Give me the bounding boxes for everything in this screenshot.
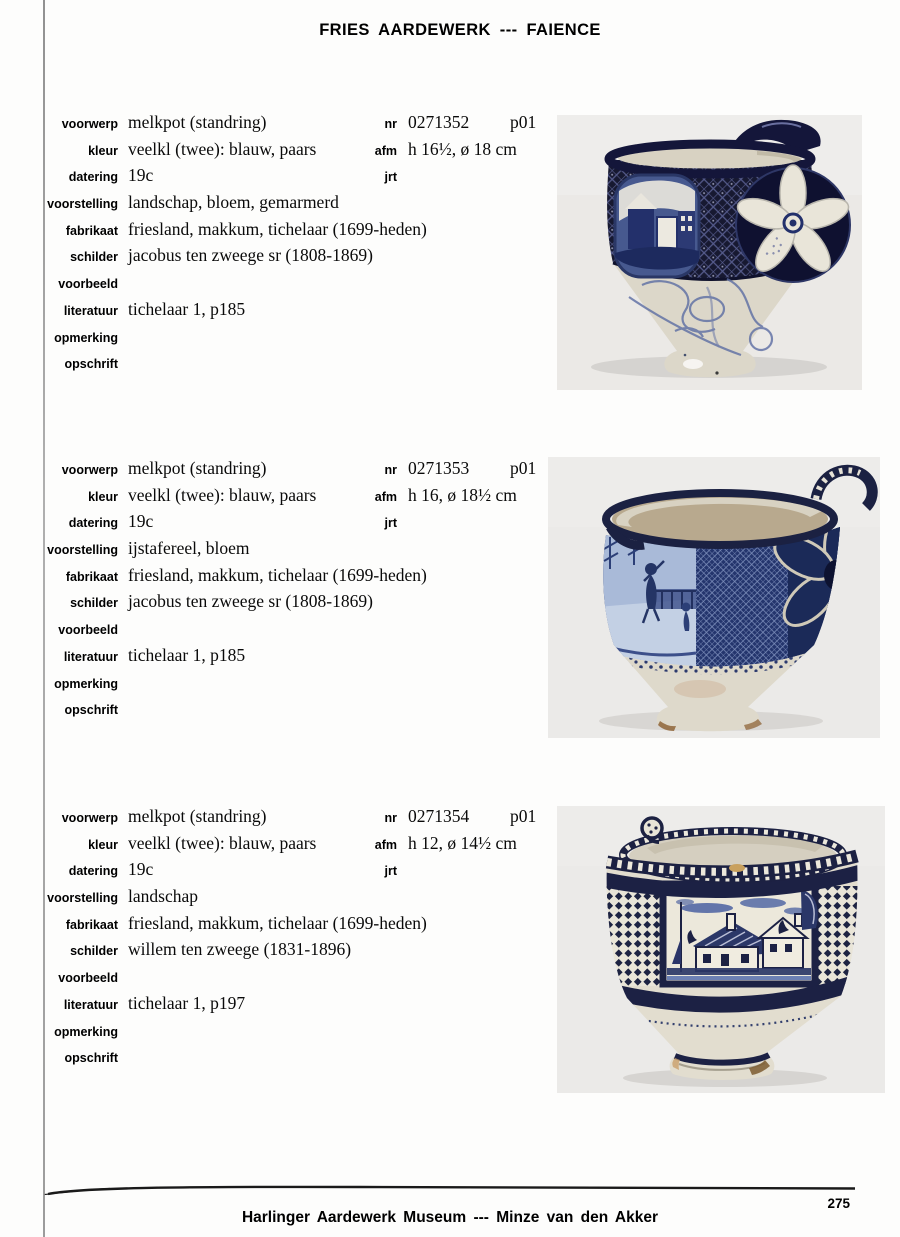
field-row-voorstelling [36, 884, 561, 911]
field-value-datering: 19c [128, 165, 154, 186]
field-value-datering: 19c [128, 859, 154, 880]
field-label-opschrift: opschrift [64, 1051, 118, 1066]
field-row-opmerking [36, 1018, 561, 1045]
field-value-voorstelling: landschap [128, 886, 198, 907]
field-label-literatuur: literatuur [63, 649, 118, 664]
field-label-datering: datering [68, 170, 118, 185]
field-row-schilder [36, 937, 561, 964]
field-value-photocode: p01 [510, 458, 537, 478]
field-value-voorstelling: ijstafereel, bloem [128, 538, 250, 559]
field-label-voorbeeld: voorbeeld [58, 277, 118, 292]
field-row-fabrikaat [36, 911, 561, 938]
field-row-literatuur [36, 991, 561, 1018]
object-photo-0271354 [557, 806, 885, 1093]
field-value-literatuur: tichelaar 1, p185 [128, 298, 246, 319]
field-value-schilder: willem ten zweege (1831-1896) [128, 939, 352, 960]
field-value-kleur: veelkl (twee): blauw, paars [128, 484, 317, 505]
field-value-photocode: p01 [510, 112, 537, 132]
field-label-fabrikaat: fabrikaat [65, 917, 118, 932]
field-label-voorstelling: voorstelling [47, 543, 118, 558]
field-row-datering [36, 509, 561, 536]
field-value-fabrikaat: friesland, makkum, tichelaar (1699-heden) [128, 564, 427, 585]
field-label-jrt: jrt [384, 516, 397, 531]
field-row-literatuur [36, 297, 561, 324]
field-label-fabrikaat: fabrikaat [65, 569, 118, 584]
field-row-kleur [36, 483, 561, 510]
field-label-opschrift: opschrift [64, 357, 118, 372]
page-spine-line [43, 0, 45, 1237]
footer-rule [40, 1184, 860, 1198]
catalog-record-1 [36, 110, 561, 377]
field-label-afm: afm [374, 489, 397, 504]
field-label-kleur: kleur [88, 837, 118, 852]
object-photo-0271353 [548, 457, 880, 738]
field-label-literatuur: literatuur [63, 997, 118, 1012]
field-label-afm: afm [374, 837, 397, 852]
field-label-voorstelling: voorstelling [47, 197, 118, 212]
field-label-schilder: schilder [70, 596, 118, 611]
field-value-nr: 0271353 [408, 458, 470, 478]
field-label-voorbeeld: voorbeeld [58, 623, 118, 638]
field-value-literatuur: tichelaar 1, p185 [128, 644, 246, 665]
field-row-voorbeeld [36, 270, 561, 297]
field-value-nr: 0271352 [408, 112, 470, 132]
field-label-voorbeeld: voorbeeld [58, 971, 118, 986]
field-label-afm: afm [374, 143, 397, 158]
field-row-opmerking [36, 670, 561, 697]
milkpot-photo-illustration [557, 806, 885, 1093]
field-value-nr: 0271354 [408, 806, 470, 826]
field-label-voorwerp: voorwerp [61, 117, 118, 131]
field-value-kleur: veelkl (twee): blauw, paars [128, 832, 317, 853]
field-label-opschrift: opschrift [64, 703, 118, 718]
field-label-literatuur: literatuur [63, 303, 118, 318]
field-row-fabrikaat [36, 563, 561, 590]
field-row-voorwerp [36, 110, 561, 137]
field-value-voorwerp: melkpot (standring) [128, 806, 267, 826]
field-label-schilder: schilder [70, 944, 118, 959]
object-photo-0271352 [557, 115, 862, 390]
field-row-voorbeeld [36, 964, 561, 991]
field-row-voorstelling [36, 536, 561, 563]
field-row-opmerking [36, 324, 561, 351]
page-title: FRIES AARDEWERK --- FAIENCE [319, 21, 601, 39]
field-row-opschrift [36, 350, 561, 377]
field-value-schilder: jacobus ten zweege sr (1808-1869) [128, 245, 373, 266]
field-row-voorstelling [36, 190, 561, 217]
field-label-voorstelling: voorstelling [47, 891, 118, 906]
field-label-opmerking: opmerking [54, 676, 118, 691]
field-row-datering [36, 163, 561, 190]
field-value-voorwerp: melkpot (standring) [128, 112, 267, 132]
field-value-fabrikaat: friesland, makkum, tichelaar (1699-heden) [128, 912, 427, 933]
field-row-voorwerp [36, 456, 561, 483]
field-value-literatuur: tichelaar 1, p197 [128, 992, 246, 1013]
field-value-kleur: veelkl (twee): blauw, paars [128, 138, 317, 159]
page-header [20, 21, 900, 40]
milkpot-photo-illustration [548, 457, 880, 738]
milkpot-photo-illustration [557, 115, 862, 390]
field-label-opmerking: opmerking [54, 330, 118, 345]
field-value-fabrikaat: friesland, makkum, tichelaar (1699-heden) [128, 218, 427, 239]
field-label-kleur: kleur [88, 143, 118, 158]
field-label-datering: datering [68, 864, 118, 879]
field-row-schilder [36, 589, 561, 616]
field-value-photocode: p01 [510, 806, 537, 826]
field-label-schilder: schilder [70, 250, 118, 265]
field-label-nr: nr [384, 117, 397, 131]
field-label-nr: nr [384, 811, 397, 825]
field-row-kleur [36, 831, 561, 858]
field-label-opmerking: opmerking [54, 1024, 118, 1039]
footer-title: Harlinger Aardewerk Museum --- Minze van den Akker [241, 1209, 659, 1226]
field-label-fabrikaat: fabrikaat [65, 223, 118, 238]
field-row-kleur [36, 137, 561, 164]
catalog-record-2 [36, 456, 561, 723]
field-row-opschrift [36, 1044, 561, 1071]
page-number: 275 [827, 1196, 850, 1211]
field-value-voorwerp: melkpot (standring) [128, 458, 267, 478]
field-label-datering: datering [68, 516, 118, 531]
catalog-record-3 [36, 804, 561, 1071]
field-value-afm: h 12, ø 14½ cm [408, 832, 517, 853]
field-row-literatuur [36, 643, 561, 670]
field-value-afm: h 16, ø 18½ cm [408, 484, 517, 505]
field-label-voorwerp: voorwerp [61, 811, 118, 825]
field-row-schilder [36, 243, 561, 270]
field-label-kleur: kleur [88, 489, 118, 504]
field-label-jrt: jrt [384, 864, 397, 879]
field-value-voorstelling: landschap, bloem, gemarmerd [128, 192, 339, 213]
field-row-voorwerp [36, 804, 561, 831]
field-row-opschrift [36, 696, 561, 723]
field-value-schilder: jacobus ten zweege sr (1808-1869) [128, 591, 373, 612]
field-value-datering: 19c [128, 511, 154, 532]
field-label-nr: nr [384, 463, 397, 477]
field-row-voorbeeld [36, 616, 561, 643]
field-row-datering [36, 857, 561, 884]
field-value-afm: h 16½, ø 18 cm [408, 138, 517, 159]
field-row-fabrikaat [36, 217, 561, 244]
field-label-voorwerp: voorwerp [61, 463, 118, 477]
field-label-jrt: jrt [384, 170, 397, 185]
